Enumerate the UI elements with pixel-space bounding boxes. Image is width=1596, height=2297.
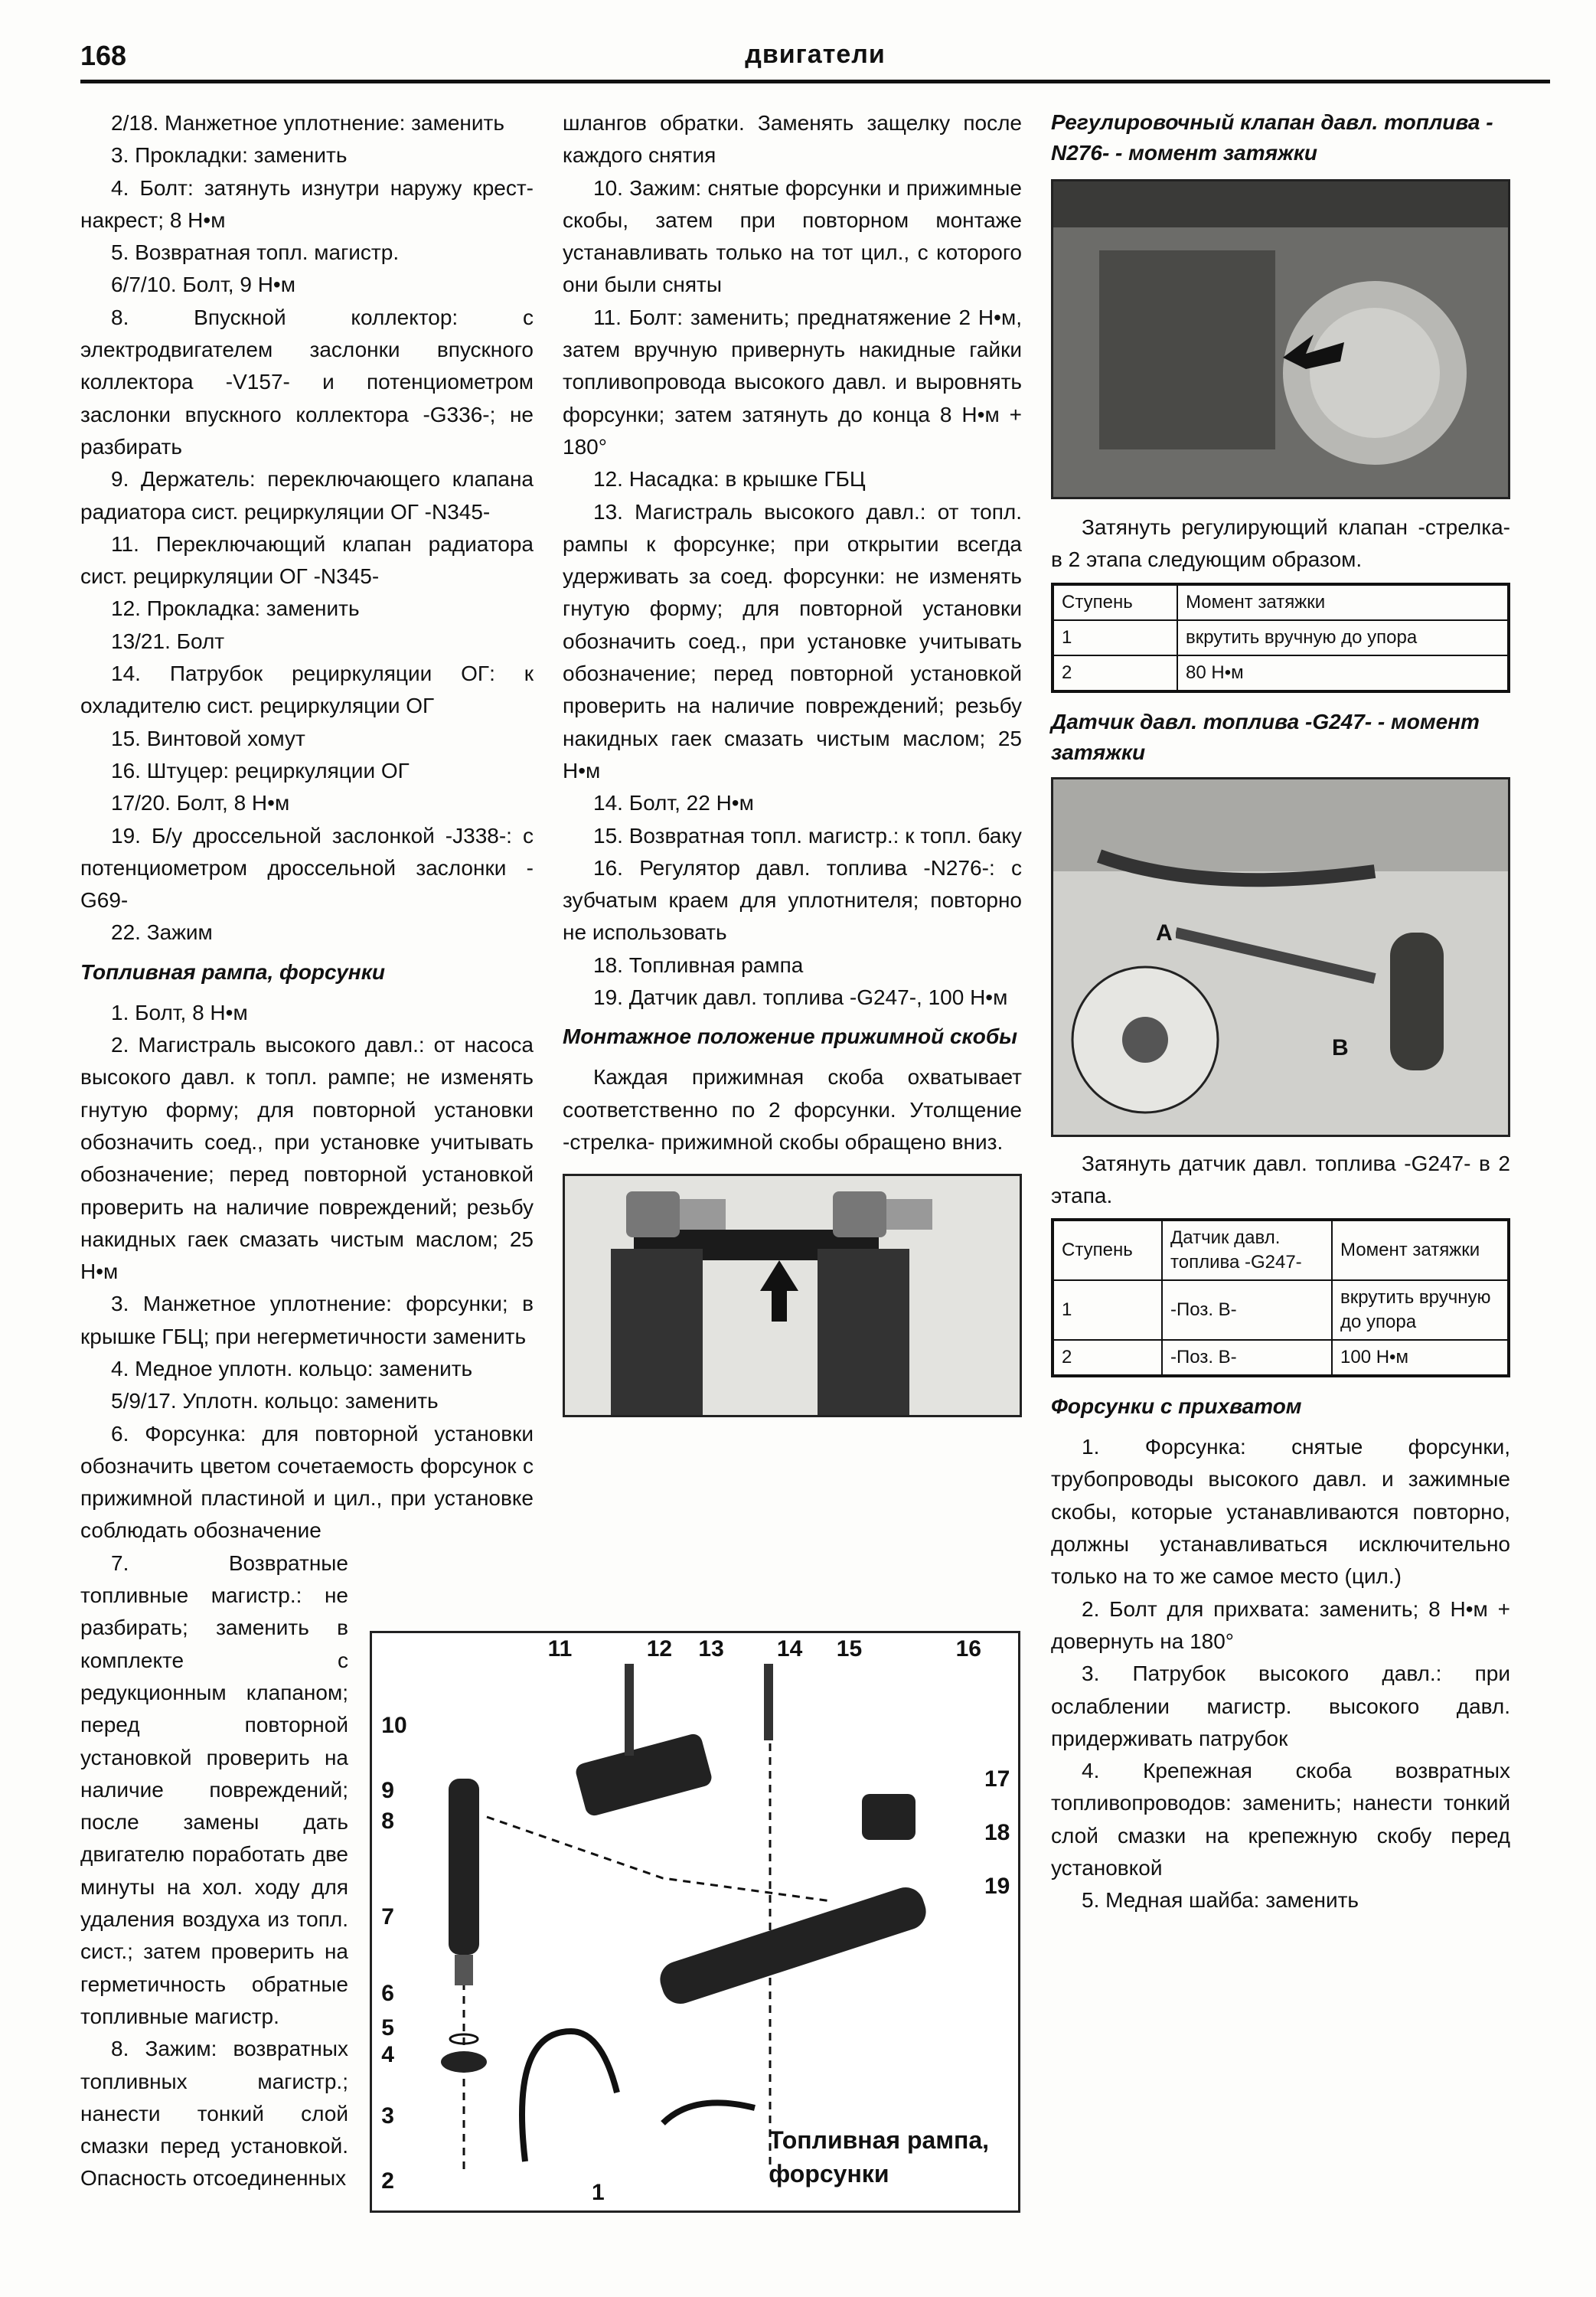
paragraph: 16. Регулятор давл. топлива -N276-: с зубчатым краем для уплотнителя; повторно не использовать [563, 855, 1022, 945]
table-cell: 100 Н•м [1332, 1340, 1509, 1376]
callout-5: 5 [381, 2015, 394, 2041]
table-cell: 1 [1053, 620, 1177, 655]
table-header: Момент затяжки [1177, 584, 1509, 620]
callout-17: 17 [984, 1766, 1010, 1792]
paragraph: 16. Штуцер: рециркуляции ОГ [111, 758, 410, 783]
table-cell: 80 Н•м [1177, 655, 1509, 691]
paragraph: 7. Возвратные топливные магистр.: не разбирать; заменить в комплекте с редукционным клапаном; перед повторной установкой проверить на наличие повреждений; после замены дать двигателю поработать две минуты на хол. ходу для удаления воздуха из топл. сист.; затем проверить на герметичность обратные топливные магистр. [80, 1550, 348, 2028]
callout-12: 12 [646, 1636, 673, 1661]
section-title: двигатели [745, 40, 886, 69]
pressure-sensor-photo [1051, 777, 1510, 1137]
paragraph: 12. Прокладка: заменить [111, 596, 360, 621]
callout-15: 15 [836, 1636, 863, 1661]
table-cell: -Поз. В- [1162, 1340, 1332, 1376]
paragraph: 5. Медная шайба: заменить [1082, 1888, 1359, 1913]
callout-16: 16 [955, 1636, 981, 1661]
paragraph: шлангов обратки. Заменять защелку после каждого снятия [563, 111, 1022, 168]
clamp-photo [563, 1174, 1022, 1417]
callout-1: 1 [592, 2180, 605, 2205]
paragraph: Затянуть регулирующий клапан -стрелка- в 2 этапа следующим образом. [1051, 515, 1510, 572]
sensor-illustration [1053, 779, 1508, 1135]
table-cell: вкрутить вручную до упора [1332, 1280, 1509, 1340]
paragraph: 15. Винтовой хомут [111, 726, 305, 750]
page-header [80, 40, 1550, 83]
paragraph: 6. Форсунка: для повторной установки обозначить цветом сочетаемость форсунок с прижимной пластиной и цил., при установке соблюдать обозначение [80, 1421, 534, 1543]
table-cell: -Поз. В- [1162, 1280, 1332, 1340]
table-cell: 2 [1053, 655, 1177, 691]
callout-9: 9 [381, 1778, 394, 1803]
table-header: Датчик давл. топлива -G247- [1162, 1220, 1332, 1280]
paragraph: 10. Зажим: снятые форсунки и прижимные скобы, затем при повторном монтаже устанавливать только на тот цил., с которого они были сняты [563, 175, 1022, 297]
table-cell: вкрутить вручную до упора [1177, 620, 1509, 655]
paragraph: 2. Болт для прихвата: заменить; 8 Н•м + довернуть на 180° [1051, 1596, 1510, 1653]
paragraph: 14. Болт, 22 Н•м [593, 791, 754, 815]
paragraph: 4. Медное уплотн. кольцо: заменить [111, 1356, 473, 1380]
column-2 [563, 107, 1022, 1417]
label-b: B [1329, 1032, 1352, 1064]
paragraph: Затянуть датчик давл. топлива -G247- в 2 этапа. [1051, 1151, 1510, 1207]
fuel-rail-diagram [370, 1631, 1020, 2213]
paragraph: 11. Болт: заменить; преднатяжение 2 Н•м, затем вручную привернуть накидные гайки топливопровода высокого давл. и выровнять форсунки; затем затянуть до конца 8 Н•м + 180° [563, 305, 1022, 459]
subheading-injectors-clamp: Форсунки с прихватом [1051, 1394, 1302, 1419]
paragraph: 2/18. Манжетное уплотнение: заменить [111, 111, 504, 135]
callout-3: 3 [381, 2103, 394, 2129]
paragraph: 12. Насадка: в крышке ГБЦ [593, 467, 866, 492]
paragraph: 13/21. Болт [111, 629, 225, 653]
callout-10: 10 [381, 1713, 407, 1738]
callout-18: 18 [984, 1820, 1010, 1845]
subheading-pressure-sensor: Датчик давл. топлива -G247- - момент затяжки [1051, 709, 1480, 764]
clamp-illustration [565, 1176, 1020, 1415]
label-a: A [1153, 917, 1176, 949]
subheading-fuel-rail: Топливная рампа, форсунки [80, 959, 386, 984]
paragraph: 14. Патрубок рециркуляции ОГ: к охладителю сист. рециркуляции ОГ [80, 662, 534, 718]
paragraph: 4. Болт: затянуть изнутри наружу крест-накрест; 8 Н•м [80, 175, 534, 232]
engine-photo-illustration [1053, 181, 1508, 497]
callout-8: 8 [381, 1809, 394, 1834]
subheading-clamp-position: Монтажное положение прижимной скобы [563, 1024, 1018, 1049]
torque-table-1 [1051, 583, 1510, 693]
callout-14: 14 [776, 1636, 803, 1661]
paragraph: 15. Возвратная топл. магистр.: к топл. баку [593, 823, 1022, 848]
subheading-regulator-valve: Регулировочный клапан давл. топлива -N276- - момент затяжки [1051, 110, 1493, 165]
paragraph: 3. Прокладки: заменить [111, 143, 348, 168]
table-header: Момент затяжки [1332, 1220, 1509, 1280]
callout-6: 6 [381, 1981, 394, 2006]
paragraph: 18. Топливная рампа [593, 952, 804, 977]
regulator-valve-photo [1051, 179, 1510, 499]
callout-19: 19 [984, 1874, 1010, 1899]
callout-11: 11 [547, 1636, 573, 1661]
table-cell: 1 [1053, 1280, 1162, 1340]
page-number: 168 [80, 40, 127, 71]
table-cell: 2 [1053, 1340, 1162, 1376]
paragraph: 2. Магистраль высокого давл.: от насоса высокого давл. к топл. рампе; не изменять гнутую форму; для повторной установки обозначить соед., при установке учитывать обозначение; перед повторной установкой проверить на наличие повреждений; резьбу накидных гаек смазать чистым маслом; 25 Н•м [80, 1033, 534, 1284]
caption-line: форсунки [769, 2160, 889, 2188]
paragraph: Каждая прижимная скоба охватывает соответственно по 2 форсунки. Утолщение -стрелка- прижимной скобы обращено вниз. [563, 1065, 1022, 1154]
column-3 [1051, 107, 1510, 1917]
paragraph: 1. Форсунка: снятые форсунки, трубопроводы высокого давл. и зажимные скобы, которые устанавливаются повторно, должны устанавливаться исключительно только на то же самое место (цил.) [1051, 1435, 1510, 1589]
paragraph: 22. Зажим [111, 920, 213, 945]
paragraph: 5/9/17. Уплотн. кольцо: заменить [111, 1389, 439, 1413]
paragraph: 4. Крепежная скоба возвратных топливопроводов: заменить; нанести тонкий слой смазки на крепежную скобу перед установкой [1051, 1759, 1510, 1880]
diagram-caption [769, 2123, 989, 2191]
paragraph: 5. Возвратная топл. магистр. [111, 240, 400, 265]
table-header: Ступень [1053, 1220, 1162, 1280]
table-header: Ступень [1053, 584, 1177, 620]
paragraph: 17/20. Болт, 8 Н•м [111, 791, 290, 815]
paragraph: 19. Датчик давл. топлива -G247-, 100 Н•м [593, 985, 1008, 1010]
paragraph: 3. Манжетное уплотнение: форсунки; в крышке ГБЦ; при негерметичности заменить [80, 1292, 534, 1348]
torque-table-2 [1051, 1218, 1510, 1377]
paragraph: 8. Зажим: возвратных топливных магистр.; нанести тонкий слой смазки перед установкой. Опасность отсоединенных [80, 2037, 348, 2191]
callout-4: 4 [381, 2042, 394, 2067]
paragraph: 3. Патрубок высокого давл.: при ослаблении магистр. высокого давл. придерживать патрубок [1051, 1661, 1510, 1750]
paragraph: 8. Впускной коллектор: с электродвигателем заслонки впускного коллектора -V157- и потенциометром заслонки впускного коллектора -G336-; не разбирать [80, 305, 534, 459]
paragraph: 9. Держатель: переключающего клапана радиатора сист. рециркуляции ОГ -N345- [80, 467, 534, 524]
paragraph: 13. Магистраль высокого давл.: от топл. рампы к форсунке; при открытии всегда удерживать за соед. форсунки: не изменять гнутую форму; для повторной установки обозначить соед., при установке учитывать обозначение; перед повторной установкой проверить на наличие повреждений; резьбу накидных гаек смазать чистым маслом; 25 Н•м [563, 499, 1022, 783]
callout-2: 2 [381, 2168, 394, 2194]
caption-line: Топливная рампа, [769, 2126, 989, 2154]
paragraph: 11. Переключающий клапан радиатора сист. рециркуляции ОГ -N345- [80, 531, 534, 589]
callout-7: 7 [381, 1904, 394, 1929]
paragraph: 6/7/10. Болт, 9 Н•м [111, 273, 295, 297]
paragraph: 1. Болт, 8 Н•м [111, 1000, 248, 1024]
callout-13: 13 [698, 1636, 724, 1661]
paragraph: 19. Б/у дроссельной заслонкой -J338-: с потенциометром дроссельной заслонки -G69- [80, 823, 534, 913]
